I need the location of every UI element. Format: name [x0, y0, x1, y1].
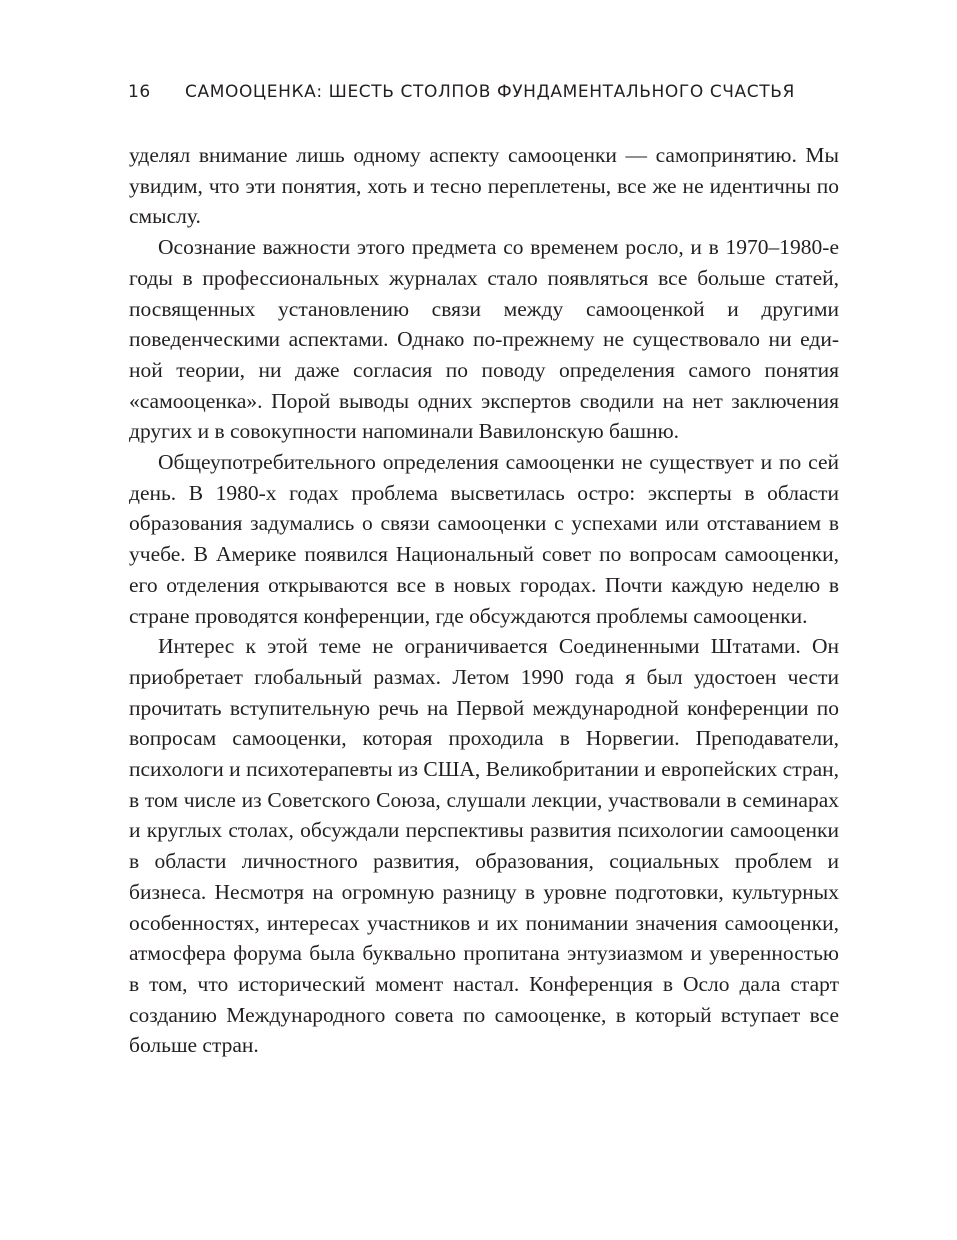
page-number: 16 — [128, 82, 151, 102]
paragraph-1: уделял внимание лишь одному аспекту самооценки — самопринятию. Мы увидим, что эти понятия, хоть и тесно переплетены, все же не идентичны по смыслу. — [129, 143, 839, 229]
paragraph-2: Осознание важности этого предмета со временем росло, и в 1970–1980-е годы в профессиональных журналах стало появляться все больше статей, посвященных установлению связи между самооценкой и другими поведенческими аспектами. Однако по-прежнему не существовало ни единой теории, ни даже согласия по поводу определения самого понятия «самооценка». Порой выводы одних экспертов сводили на нет заключения других и в совокупности напоминали Вавилонскую башню. — [129, 235, 839, 444]
body-text — [129, 140, 839, 1061]
running-head — [128, 82, 848, 108]
paragraph-3: Общеупотребительного определения самооценки не существует и по сей день. В 1980-х годах проблема высветилась остро: эксперты в области образования задумались о связи самооценки с успехами или отставанием в учебе. В Америке появился Национальный совет по вопросам самооценки, его отделения открываются все в новых городах. Почти каждую неделю в стране проводятся конференции, где обсуждаются проблемы самооценки. — [129, 450, 839, 628]
paragraph-4: Интерес к этой теме не ограничивается Соединенными Штатами. Он приобретает глобальный размах. Летом 1990 года я был удостоен чести прочитать вступительную речь на Первой международной конференции по вопросам самооценки, которая проходила в Норвегии. Преподаватели, психологи и психотерапевты из США, Великобритании и европейских стран, в том числе из Советского Союза, слушали лекции, участвовали в семинарах и круглых столах, обсуждали перспективы развития психологии самооценки в области личностного развития, образования, социальных проблем и бизнеса. Несмотря на огромную разницу в уровне подготовки, культурных особенностях, интересах участников и их понимании значения самооценки, атмосфера форума была буквально пропитана энтузиазмом и уверенностью в том, что исторический момент настал. Конференция в Осло дала старт созданию Международного совета по самооценке, в который вступает все больше стран. — [129, 634, 839, 1058]
book-title: САМООЦЕНКА: ШЕСТЬ СТОЛПОВ ФУНДАМЕНТАЛЬНОГО СЧАСТЬЯ — [185, 82, 795, 102]
